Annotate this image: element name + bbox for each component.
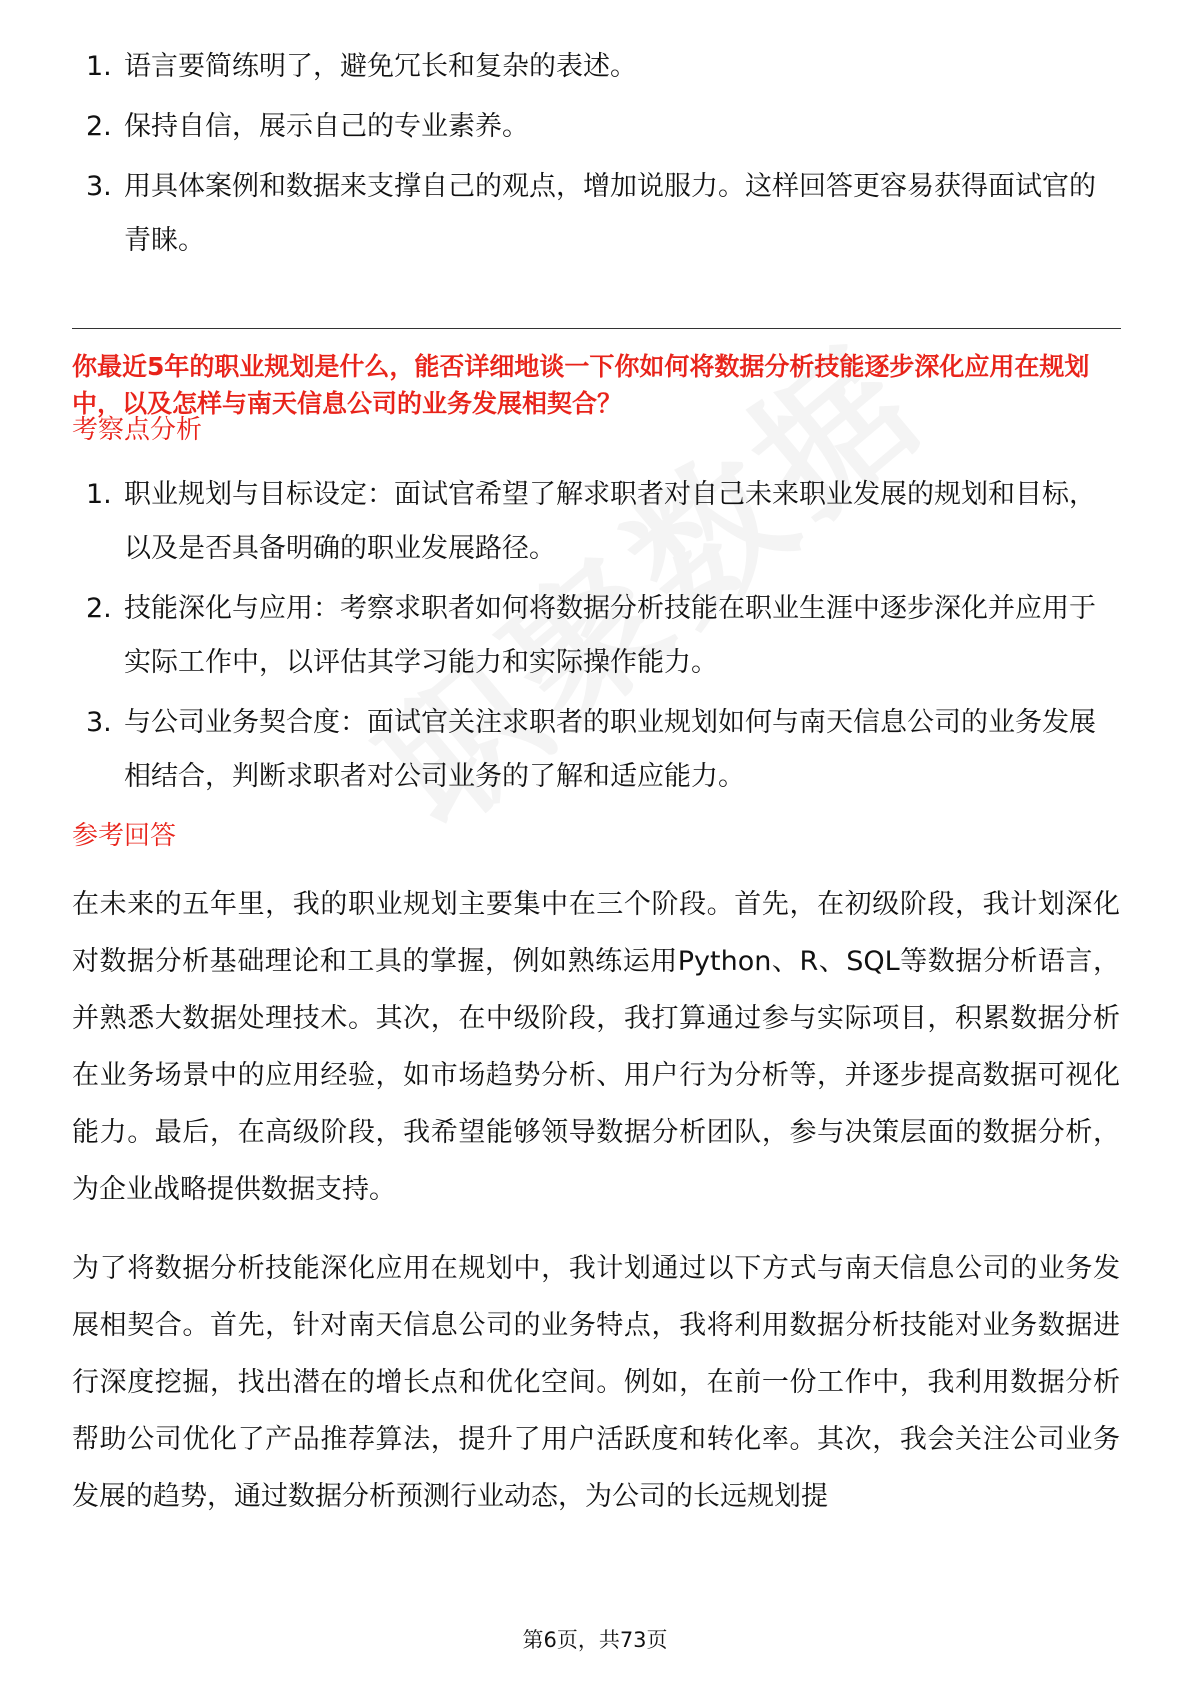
answer-paragraph: 在未来的五年里，我的职业规划主要集中在三个阶段。首先，在初级阶段，我计划深化对数据分析基础理论和工具的掌握，例如熟练运用Python、R、SQL等数据分析语言，并熟悉大数据处理技术。其次，在中级阶段，我打算通过参与实际项目，积累数据分析在业务场景中的应用经验，如市场趋势分析、用户行为分析等，并逐步提高数据可视化能力。最后，在高级阶段，我希望能够领导数据分析团队，参与决策层面的数据分析，为企业战略提供数据支持。 xyxy=(72,889,1120,1205)
list-text: 用具体案例和数据来支撑自己的观点，增加说服力。这样回答更容易获得面试官的青睐。 xyxy=(124,171,1096,256)
list-text: 保持自信，展示自己的专业素养。 xyxy=(124,111,529,142)
list-number: 1. xyxy=(86,51,112,82)
list-text: 语言要简练明了，避免冗长和复杂的表述。 xyxy=(124,51,637,82)
answer-heading: 参考回答 xyxy=(72,821,177,851)
question-title: 你最近5年的职业规划是什么，能否详细地谈一下你如何将数据分析技能逐步深化应用在规划中，以及怎样与南天信息公司的业务发展相契合？ xyxy=(72,352,1090,418)
list-text: 与公司业务契合度：面试官关注求职者的职业规划如何与南天信息公司的业务发展相结合，判断求职者对公司业务的了解和适应能力。 xyxy=(124,707,1096,792)
list-text: 技能深化与应用：考察求职者如何将数据分析技能在职业生涯中逐步深化并应用于实际工作中，以评估其学习能力和实际操作能力。 xyxy=(124,593,1096,678)
analysis-list xyxy=(0,468,1190,810)
intro-list xyxy=(0,40,1190,274)
list-item xyxy=(0,696,1190,804)
list-item xyxy=(0,40,1190,94)
list-text: 职业规划与目标设定：面试官希望了解求职者对自己未来职业发展的规划和目标，以及是否具备明确的职业发展路径。 xyxy=(124,479,1096,564)
list-number: 3. xyxy=(86,171,112,202)
list-item xyxy=(0,100,1190,154)
answer-paragraph: 为了将数据分析技能深化应用在规划中，我计划通过以下方式与南天信息公司的业务发展相契合。首先，针对南天信息公司的业务特点，我将利用数据分析技能对业务数据进行深度挖掘，找出潜在的增长点和优化空间。例如，在前一份工作中，我利用数据分析帮助公司优化了产品推荐算法，提升了用户活跃度和转化率。其次，我会关注公司业务发展的趋势，通过数据分析预测行业动态，为公司的长远规划提 xyxy=(72,1253,1120,1512)
analysis-heading: 考察点分析 xyxy=(72,415,203,445)
list-number: 2. xyxy=(86,593,112,624)
list-number: 3. xyxy=(86,707,112,738)
list-item xyxy=(0,582,1190,690)
list-number: 1. xyxy=(86,479,112,510)
list-item xyxy=(0,160,1190,268)
list-number: 2. xyxy=(86,111,112,142)
page-footer: 第6页，共73页 xyxy=(522,1628,668,1652)
list-item xyxy=(0,468,1190,576)
section-divider xyxy=(72,328,1121,329)
